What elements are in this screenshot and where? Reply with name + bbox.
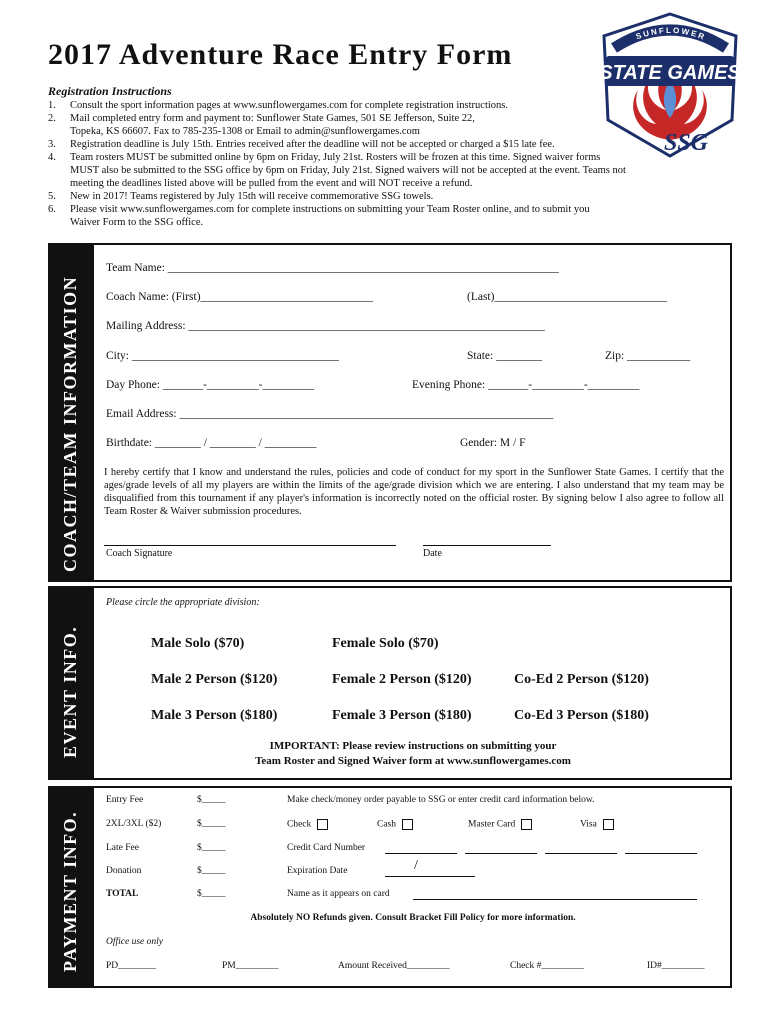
name-on-card-label: Name as it appears on card xyxy=(287,889,390,899)
entry-fee-amount[interactable]: $_____ xyxy=(197,795,226,805)
coach-last-name-field[interactable]: (Last)______________________________ xyxy=(467,291,667,303)
instruction-text: meeting the deadlines listed above will be pulled from the event and will NOT receive a refund. xyxy=(70,178,473,189)
certification-text: I hereby certify that I know and understand the rules, policies and code of conduct for my sport in the Sunflower State Games. I certify that the ages/grade levels of all my players are within the limits of the age/grade division which we are entering. I also understand that my team may be disqualified from this tournament if any player's information is incorrectly noted on the official roster. By signing below I also agree to follow all Team Roster & Waiver submission procedures. xyxy=(104,467,724,517)
payment-section xyxy=(48,786,732,988)
check-checkbox[interactable] xyxy=(317,819,328,830)
form-title: 2017 Adventure Race Entry Form xyxy=(48,38,513,71)
mastercard-option[interactable] xyxy=(468,819,532,830)
state-field[interactable]: State: ________ xyxy=(467,350,543,362)
payment-section-label: PAYMENT INFO. xyxy=(60,810,80,972)
mastercard-label: Master Card xyxy=(468,819,516,830)
division-prompt: Please circle the appropriate division: xyxy=(106,597,260,608)
division-male-solo[interactable]: Male Solo ($70) xyxy=(151,636,245,651)
event-section-label-bar xyxy=(50,588,94,778)
cash-label: Cash xyxy=(377,819,396,830)
instruction-text: MUST also be submitted to the SSG office by 6pm on Friday, July 21st. Signed waivers will not be accepted at the event. Teams not xyxy=(70,165,626,176)
division-male-3-person[interactable]: Male 3 Person ($180) xyxy=(151,708,278,723)
cash-option[interactable] xyxy=(377,819,413,830)
office-check-number-field: Check #_________ xyxy=(510,961,585,971)
cc-number-group-1[interactable] xyxy=(385,853,457,854)
division-female-2-person[interactable]: Female 2 Person ($120) xyxy=(332,672,472,687)
cc-number-group-3[interactable] xyxy=(545,853,617,854)
instruction-item xyxy=(48,112,728,138)
entry-fee-label: Entry Fee xyxy=(106,795,144,805)
instruction-number: 4. xyxy=(48,152,56,163)
city-field[interactable]: City: ____________________________________ xyxy=(106,350,339,362)
total-label: TOTAL xyxy=(106,889,139,899)
office-pd-field: PD________ xyxy=(106,961,157,971)
division-coed-3-person[interactable]: Co-Ed 3 Person ($180) xyxy=(514,708,649,723)
evening-phone-field[interactable]: Evening Phone: _______-_________-_________ xyxy=(412,379,640,391)
coach-signature-label: Coach Signature xyxy=(106,548,173,559)
instruction-item xyxy=(48,138,728,151)
office-amount-received-field: Amount Received_________ xyxy=(338,961,450,971)
office-pm-field: PM_________ xyxy=(222,961,279,971)
xl-fee-amount[interactable]: $_____ xyxy=(197,819,226,829)
payment-section-label-bar xyxy=(50,788,94,986)
division-female-3-person[interactable]: Female 3 Person ($180) xyxy=(332,708,472,723)
zip-field[interactable]: Zip: ___________ xyxy=(605,350,691,362)
event-section-label: EVENT INFO. xyxy=(60,625,80,758)
instruction-text: Registration deadline is July 15th. Entries received after the deadline will not be accepted or charged a $15 late fee. xyxy=(70,139,555,150)
mastercard-checkbox[interactable] xyxy=(521,819,532,830)
date-label: Date xyxy=(423,548,442,559)
donation-amount[interactable]: $_____ xyxy=(197,866,226,876)
day-phone-field[interactable]: Day Phone: _______-_________-_________ xyxy=(106,379,315,391)
expiration-slash: / xyxy=(414,858,418,873)
email-field[interactable]: Email Address: _________________________________________________________________ xyxy=(106,408,554,420)
instruction-number: 2. xyxy=(48,113,56,124)
total-amount[interactable]: $_____ xyxy=(197,889,226,899)
important-note-line2: Team Roster and Signed Waiver form at www.sunflowergames.com xyxy=(255,755,571,767)
late-fee-label: Late Fee xyxy=(106,843,139,853)
coach-section-label: COACH/TEAM INFORMATION xyxy=(60,275,80,572)
expiration-date-label: Expiration Date xyxy=(287,866,348,876)
office-id-field: ID#_________ xyxy=(647,961,705,971)
coach-first-name-field[interactable]: Coach Name: (First)______________________________ xyxy=(106,291,374,303)
visa-label: Visa xyxy=(580,819,597,830)
instruction-item xyxy=(48,203,728,229)
instruction-number: 6. xyxy=(48,204,56,215)
instruction-number: 3. xyxy=(48,139,56,150)
instructions-heading: Registration Instructions xyxy=(48,84,172,98)
instruction-text: Waiver Form to the SSG office. xyxy=(70,217,204,228)
date-line[interactable] xyxy=(423,545,551,546)
division-coed-2-person[interactable]: Co-Ed 2 Person ($120) xyxy=(514,672,649,687)
check-label: Check xyxy=(287,819,312,830)
instruction-item xyxy=(48,99,728,112)
name-on-card-line[interactable] xyxy=(413,899,697,900)
gender-field[interactable]: Gender: M / F xyxy=(460,437,526,449)
visa-option[interactable] xyxy=(580,819,614,830)
cash-checkbox[interactable] xyxy=(402,819,413,830)
instruction-text: Consult the sport information pages at www.sunflowergames.com for complete registration instructions. xyxy=(70,100,508,111)
xl-fee-label: 2XL/3XL ($2) xyxy=(106,819,162,829)
logo-arc-text: SUNFLOWER xyxy=(634,25,708,43)
instruction-text: Please visit www.sunflowergames.com for complete instructions on submitting your Team Roster online, and to submit you xyxy=(70,204,590,215)
mailing-address-field[interactable]: Mailing Address: ______________________________________________________________ xyxy=(106,320,545,332)
instruction-item xyxy=(48,151,728,190)
instruction-text: Topeka, KS 66607. Fax to 785-235-1308 or Email to admin@sunflowergames.com xyxy=(70,126,420,137)
no-refunds-note: Absolutely NO Refunds given. Consult Bracket Fill Policy for more information. xyxy=(250,913,576,923)
coach-section-label-bar xyxy=(50,245,94,580)
visa-checkbox[interactable] xyxy=(603,819,614,830)
donation-label: Donation xyxy=(106,866,142,876)
logo-main-text: STATE GAMES xyxy=(600,62,740,84)
check-option[interactable] xyxy=(287,819,328,830)
expiration-date-line[interactable] xyxy=(385,876,475,877)
birthdate-field[interactable]: Birthdate: ________ / ________ / _________ xyxy=(106,437,317,449)
credit-card-number-label: Credit Card Number xyxy=(287,843,366,853)
make-check-note: Make check/money order payable to SSG or enter credit card information below. xyxy=(287,795,595,805)
cc-number-group-4[interactable] xyxy=(625,853,697,854)
division-male-2-person[interactable]: Male 2 Person ($120) xyxy=(151,672,278,687)
instruction-text: Team rosters MUST be submitted online by 6pm on Friday, July 21st. Rosters will be frozen at this time. Signed waiver forms xyxy=(70,152,601,163)
signature-line[interactable] xyxy=(104,545,396,546)
instruction-number: 5. xyxy=(48,191,56,202)
important-note-line1: IMPORTANT: Please review instructions on submitting your xyxy=(269,740,557,752)
late-fee-amount[interactable]: $_____ xyxy=(197,843,226,853)
cc-number-group-2[interactable] xyxy=(465,853,537,854)
team-name-field[interactable]: Team Name: ____________________________________________________________________ xyxy=(106,262,559,274)
office-use-label: Office use only xyxy=(106,937,163,947)
instruction-text: New in 2017! Teams registered by July 15th will receive commemorative SSG towels. xyxy=(70,191,434,202)
instruction-number: 1. xyxy=(48,100,56,111)
instruction-text: Mail completed entry form and payment to: Sunflower State Games, 501 SE Jefferson, Suite 22, xyxy=(70,113,475,124)
instruction-item xyxy=(48,190,728,203)
logo-monogram: SSG xyxy=(663,130,709,156)
division-female-solo[interactable]: Female Solo ($70) xyxy=(332,636,439,651)
